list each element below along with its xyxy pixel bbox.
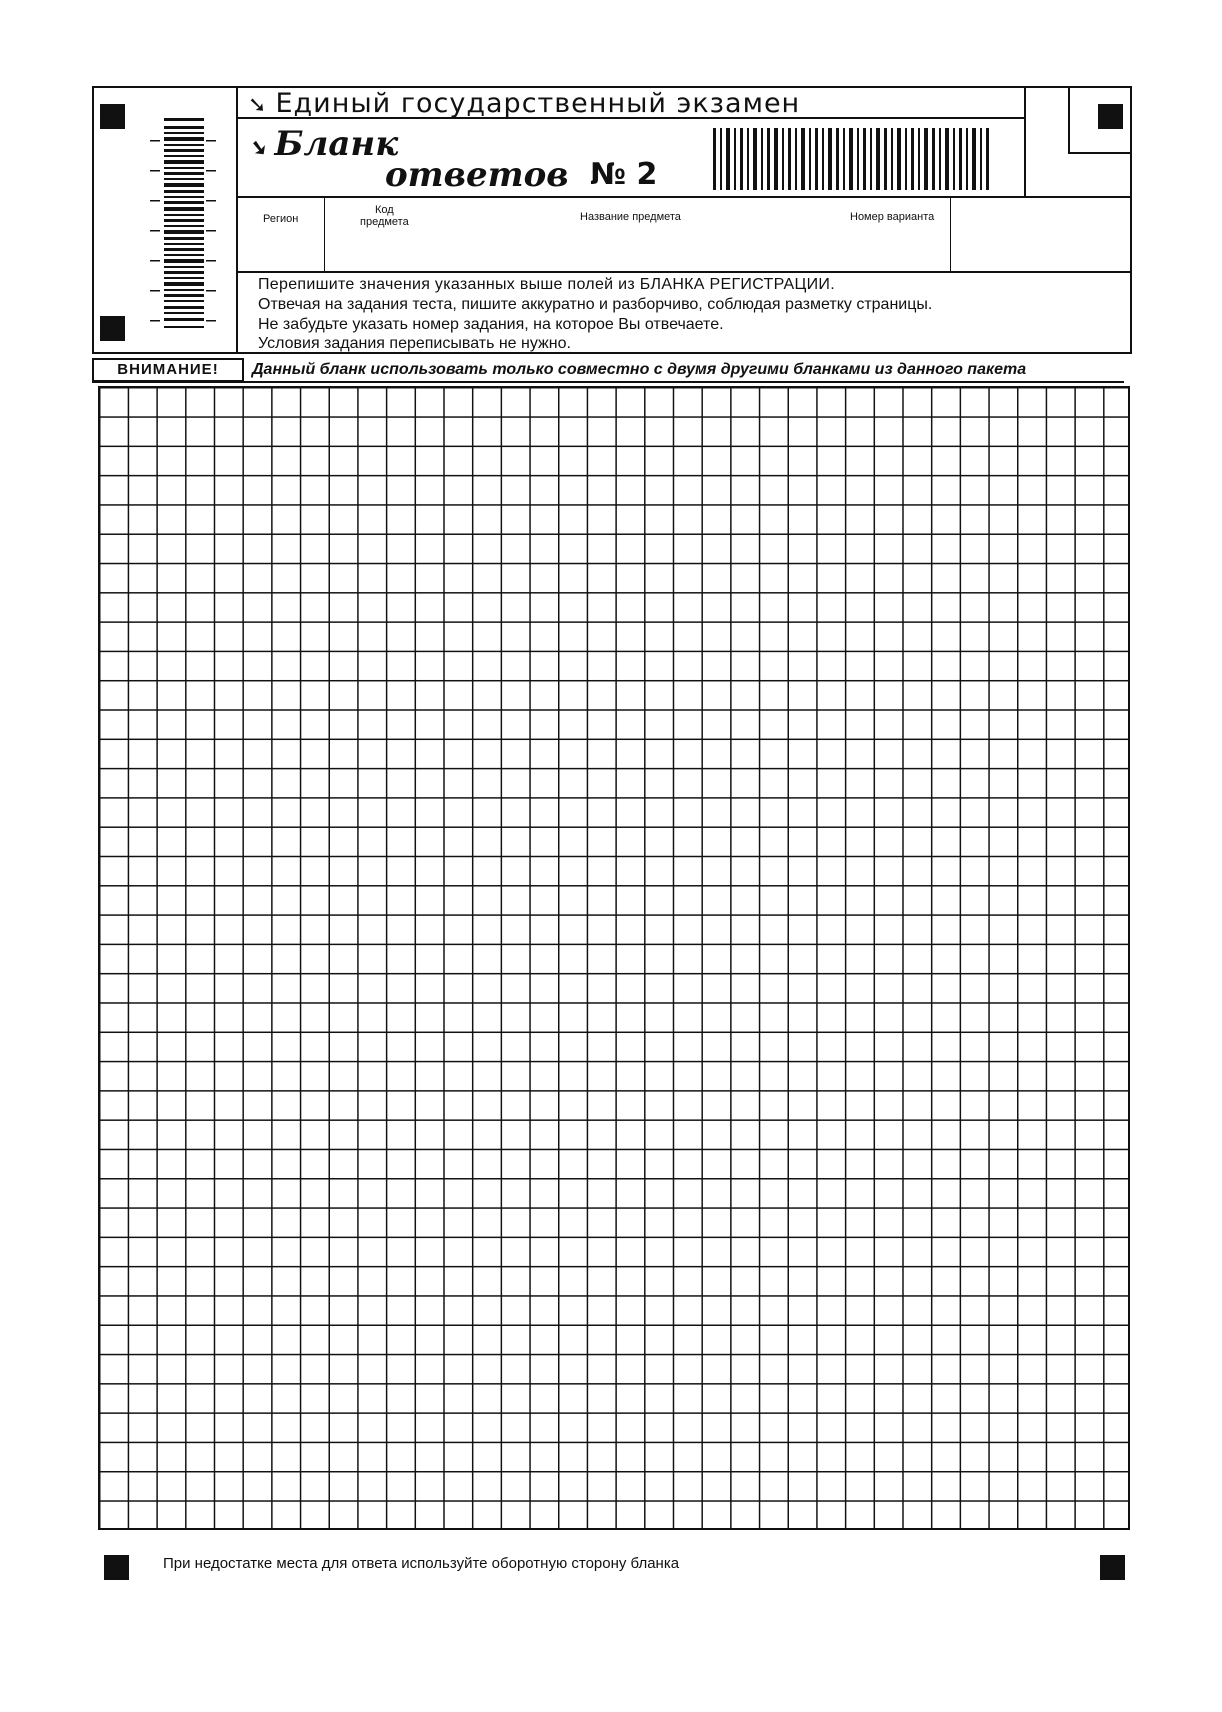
corner-marker-bottom-right — [1100, 1555, 1125, 1580]
instruction-line-2: Отвечая на задания теста, пишите аккуратно и разборчиво, соблюдая разметку страницы. — [258, 296, 933, 313]
barcode-left — [150, 118, 216, 338]
attention-rule — [92, 381, 1124, 383]
field-label-subject-name: Название предмета — [580, 211, 681, 223]
answer-grid[interactable] — [98, 386, 1130, 1530]
instruction-line-3: Не забудьте указать номер задания, на которое Вы отвечаете. — [258, 316, 724, 333]
exam-title: ➘ Единый государственный экзамен — [248, 88, 801, 119]
header-divider-right — [1024, 86, 1026, 198]
footer-note: При недостатке места для ответа используйте оборотную сторону бланка — [163, 1555, 680, 1572]
form-number: № 2 — [590, 157, 658, 192]
form-title: ➘ Бланк — [248, 124, 399, 164]
instruction-line-1: Перепишите значения указанных выше полей из БЛАНКА РЕГИСТРАЦИИ. — [258, 276, 835, 293]
field-divider-2 — [950, 198, 951, 271]
header-corner-notch-v — [1068, 86, 1070, 154]
arrow-icon: ➘ — [248, 93, 268, 118]
corner-marker-bottom-left — [104, 1555, 129, 1580]
instruction-line-4: Условия задания переписывать не нужно. — [258, 335, 571, 352]
form-title-line2: ответов — [385, 155, 569, 195]
attention-label: ВНИМАНИЕ! — [92, 358, 244, 382]
field-divider-1 — [324, 198, 325, 271]
header-divider-fields-top — [236, 196, 1132, 198]
arrow-icon: ➘ — [248, 135, 267, 161]
header-divider-left — [236, 86, 238, 354]
attention-text: Данный бланк использовать только совместно с двумя другими бланками из данного пакета — [252, 361, 1027, 378]
field-label-region: Регион — [263, 213, 299, 225]
field-label-subject-code: Код предмета — [360, 204, 409, 228]
field-label-variant: Номер варианта — [850, 211, 935, 223]
header-corner-notch-h — [1068, 152, 1132, 154]
barcode-top — [713, 128, 993, 190]
header-divider-fields-bottom — [236, 271, 1132, 273]
